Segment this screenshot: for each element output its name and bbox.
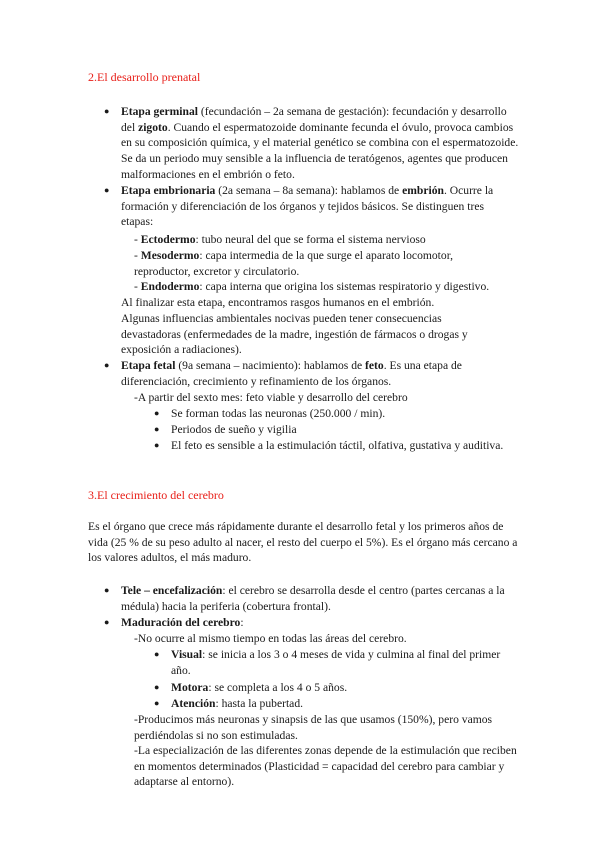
bullet: ● [154, 682, 160, 692]
tele-text: : el cerebro se desarrolla desde el centro (partes cercanas a la médula) hacia la periferia (cobertura frontal). [121, 584, 505, 613]
bullet: ● [154, 649, 160, 659]
fetal-item-text: Periodos de sueño y vigilia [171, 423, 297, 436]
term-maduracion-cerebro: Maduración del cerebro [121, 616, 241, 629]
term-tele-encefalizacion: Tele – encefalización [121, 584, 223, 597]
motora-desc: : se completa a los 4 o 5 años. [208, 681, 348, 694]
section-heading-desarrollo-prenatal: 2.El desarrollo prenatal [88, 70, 201, 84]
term-feto: feto [365, 359, 384, 372]
bullet: ● [154, 424, 160, 434]
list-item-etapa-germinal [104, 104, 521, 183]
bullet: ● [154, 440, 160, 450]
maduracion-colon: : [240, 616, 244, 629]
term-motora: Motora [171, 681, 209, 694]
embrionaria-conclusion: Al finalizar esta etapa, encontramos rasgos humanos en el embrión. [121, 296, 435, 309]
term-etapa-germinal: Etapa germinal [121, 105, 198, 118]
dash: - [134, 233, 141, 246]
list-item-etapa-embrionaria [104, 183, 516, 230]
maduracion-line-2: -Producimos más neuronas y sinapsis de las que usamos (150%), pero vamos perdiéndolas si no son estimuladas. [134, 713, 493, 742]
embrionaria-influencias: Algunas influencias ambientales nocivas pueden tener consecuencias devastadoras (enfermedades de la madre, ingestión de fármacos o drogas y exposición a radiaciones). [121, 312, 468, 357]
fetal-item-neuronas [154, 406, 511, 422]
maduracion-line-3: -La especialización de las diferentes zonas depende de la estimulación que reciben en momentos determinados (Plasticidad = capacidad del cerebro para cambiar y adaptarse al entorno). [134, 744, 517, 789]
list-item-tele-encefalizacion [104, 583, 521, 614]
bullet: ● [104, 185, 110, 195]
maduracion-line-1: -No ocurre al mismo tiempo en todas las áreas del cerebro. [134, 632, 407, 645]
bullet: ● [104, 106, 110, 116]
embrionaria-text-2: . Ocurre la formación y diferenciación de los órganos y tejidos básicos. Se distinguen tres etapas: [121, 184, 494, 229]
fetal-item-text: Se forman todas las neuronas (250.000 / min). [171, 407, 386, 420]
germinal-text-2: . Cuando el espermatozoide dominante fecunda el óvulo, provoca cambios en su composición química, y el material genético se combina con el espermatozoide. Se da un periodo muy sensible a la influencia de teratógenos, agentes que producen malformaciones en el embrión o feto. [121, 120, 519, 181]
fetal-sub-intro: -A partir del sexto mes: feto viable y desarrollo del cerebro [134, 391, 408, 404]
visual-desc: : se inicia a los 3 o 4 meses de vida y culmina al final del primer año. [171, 648, 501, 677]
bullet: ● [154, 408, 160, 418]
term-endodermo: Endodermo [140, 280, 200, 293]
bullet: ● [154, 698, 160, 708]
term-visual: Visual [171, 648, 203, 661]
dash: - [134, 249, 141, 262]
cerebro-intro: Es el órgano que crece más rápidamente durante el desarrollo fetal y los primeros años de vida (25 % de su peso adulto al nacer, el resto del cuerpo el 5%). Es el órgano más cercano a los valores adultos, el más maduro. [88, 520, 518, 565]
endodermo-desc: : capa interna que origina los sistemas respiratorio y digestivo. [199, 280, 490, 293]
bullet: ● [104, 585, 110, 595]
fetal-item-sueno [154, 422, 511, 438]
fetal-item-estimulacion [154, 438, 516, 454]
fetal-item-text: El feto es sensible a la estimulación táctil, olfativa, gustativa y auditiva. [171, 439, 504, 452]
list-item-maduracion-cerebro [104, 615, 521, 631]
ectodermo-desc: : tubo neural del que se forma el sistema nervioso [195, 233, 426, 246]
term-etapa-embrionaria: Etapa embrionaria [121, 184, 216, 197]
term-ectodermo: Ectodermo [140, 233, 196, 246]
germinal-text-1: (fecundación – 2a semana de gestación): fecundación y desarrollo del [121, 105, 507, 134]
layer-endodermo [134, 279, 524, 295]
maduracion-item-atencion [154, 696, 511, 712]
term-etapa-fetal: Etapa fetal [121, 359, 176, 372]
maduracion-item-motora [154, 680, 511, 696]
bullet: ● [104, 617, 110, 627]
mesodermo-desc: : capa intermedia de la que surge el aparato locomotor, reproductor, excretor y circulatorio. [134, 249, 453, 278]
fetal-text-2: . Es una etapa de diferenciación, crecimiento y refinamiento de los órganos. [121, 359, 462, 388]
list-item-etapa-fetal [104, 358, 521, 389]
fetal-text-1: (9a semana – nacimiento): hablamos de [175, 359, 366, 372]
bullet: ● [104, 360, 110, 370]
embrionaria-text-1: (2a semana – 8a semana): hablamos de [215, 184, 403, 197]
layer-ectodermo [134, 232, 514, 248]
term-embrion: embrión [402, 184, 444, 197]
atencion-desc: : hasta la pubertad. [215, 697, 304, 710]
layer-mesodermo [134, 248, 506, 279]
dash: - [134, 280, 141, 293]
maduracion-item-visual [154, 647, 511, 678]
term-atencion: Atención [171, 697, 216, 710]
term-mesodermo: Mesodermo [140, 249, 200, 262]
section-heading-crecimiento-cerebro: 3.El crecimiento del cerebro [88, 488, 224, 502]
term-zigoto: zigoto [138, 120, 168, 134]
